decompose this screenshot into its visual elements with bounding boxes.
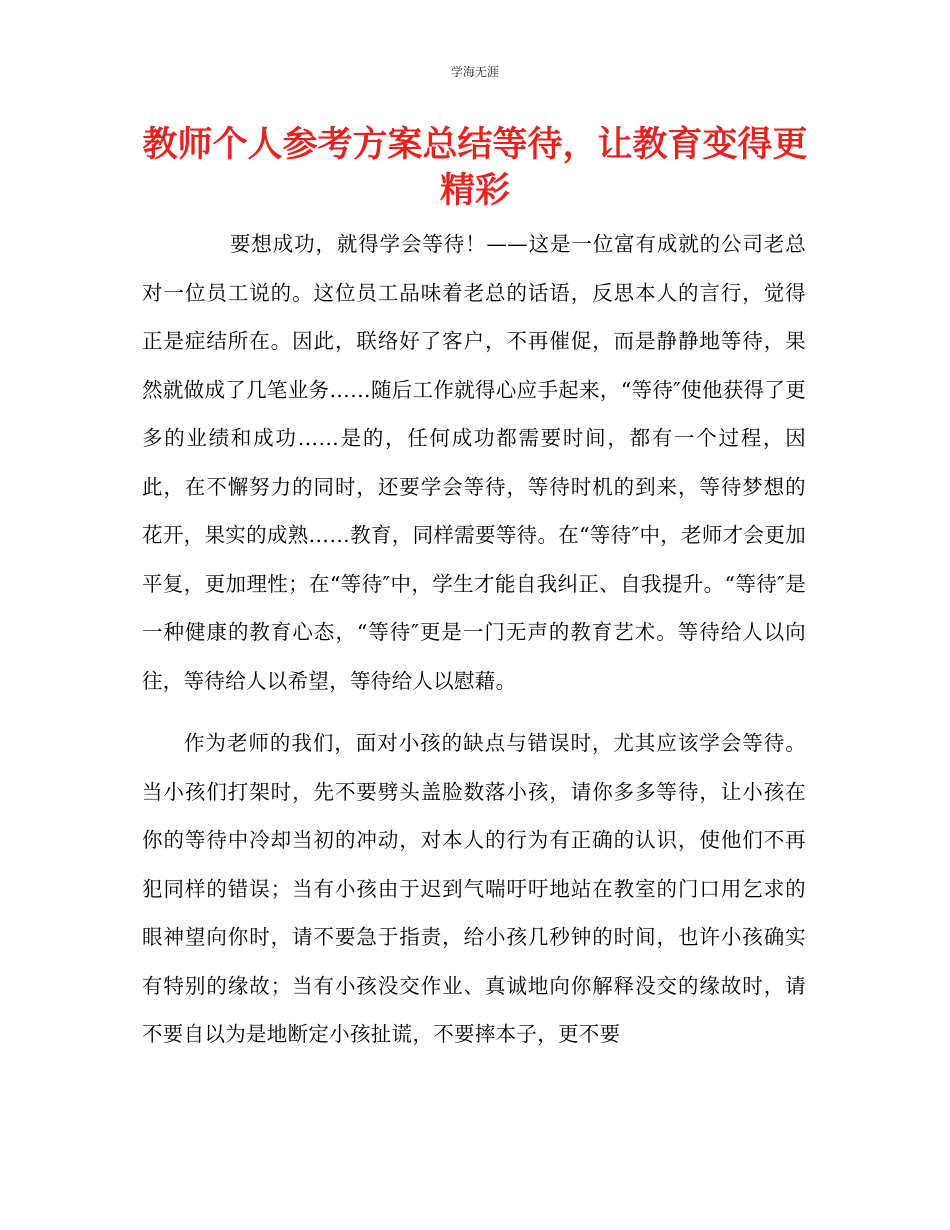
paragraph: 作为老师的我们，面对小孩的缺点与错误时，尤其应该学会等待。当小孩们打架时，先不要劈头盖脸数落小孩，请你多多等待，让小孩在你的等待中冷却当初的冲动，对本人的行为有正确的认识，使他们不再犯同样的错误；当有小孩由于迟到气喘吁吁地站在教室的门口用乞求的眼神望向你时，请不要急于指责，给小孩几秒钟的时间，也许小孩确实有特别的缘故；当有小孩没交作业、真诚地向你解释没交的缘故时，请不要自以为是地断定小孩扯谎，不要摔本子，更不要 xyxy=(142,731,806,1046)
document-title: 教师个人参考方案总结等待，让教育变得更精彩 xyxy=(142,125,808,211)
page-header: 学海无涯 xyxy=(450,65,499,79)
document-body xyxy=(142,220,806,1059)
paragraph: 要想成功，就得学会等待！——这是一位富有成就的公司老总对一位员工说的。这位员工品味着老总的话语，反思本人的言行，觉得正是症结所在。因此，联络好了客户，不再催促，而是静静地等待，果然就做成了几笔业务……随后工作就得心应手起来，“等待″使他获得了更多的业绩和成功……是的，任何成功都需要时间，都有一个过程，因此，在不懈努力的同时，还要学会等待，等待时机的到来，等待梦想的花开，果实的成熟……教育，同样需要等待。在“等待″中，老师才会更加平复，更加理性；在“等待″中，学生才能自我纠正、自我提升。“等待″是一种健康的教育心态，“等待″更是一门无声的教育艺术。等待给人以向往，等待给人以希望，等待给人以慰藉。 xyxy=(142,232,806,693)
